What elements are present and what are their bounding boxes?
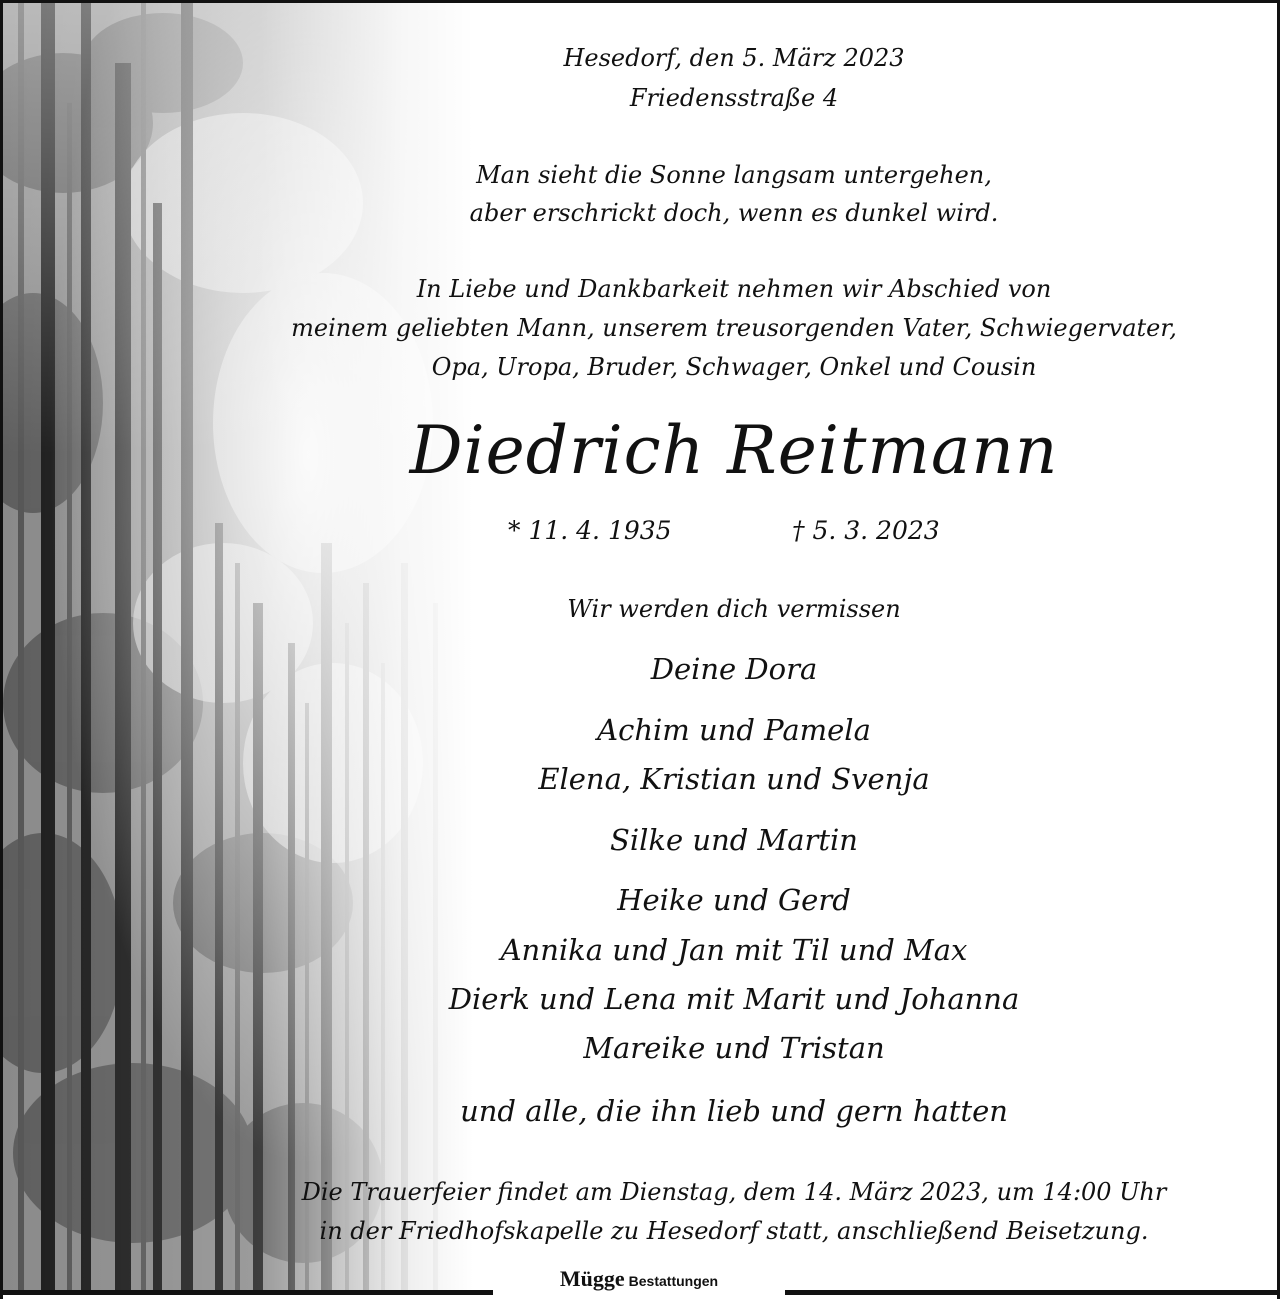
intro-line-1: In Liebe und Dankbarkeit nehmen wir Abschied von <box>416 275 1052 303</box>
mourner-line: Mareike und Tristan <box>583 1031 885 1065</box>
street-address: Friedensstraße 4 <box>629 84 839 112</box>
deceased-name: Diedrich Reitmann <box>409 412 1059 489</box>
bottom-rule-left <box>3 1290 493 1295</box>
mourner-line: Heike und Gerd <box>617 883 851 917</box>
verse-line-2: aber erschrickt doch, wenn es dunkel wird. <box>469 199 999 227</box>
mourner-line: Deine Dora <box>650 652 818 686</box>
mourner-line: Achim und Pamela <box>597 713 871 747</box>
bottom-rule-right <box>785 1290 1277 1295</box>
death-date: † 5. 3. 2023 <box>792 516 940 545</box>
funeral-home-name: Mügge <box>559 1266 625 1291</box>
intro-line-3: Opa, Uropa, Bruder, Schwager, Onkel und Cousin <box>431 353 1037 381</box>
funeral-home-suffix: Bestattungen <box>628 1273 719 1289</box>
mourner-line: Annika und Jan mit Til und Max <box>500 933 968 967</box>
mourner-line: Elena, Kristian und Svenja <box>538 762 930 796</box>
mourner-line: Dierk und Lena mit Marit und Johanna <box>448 982 1020 1016</box>
birth-date: * 11. 4. 1935 <box>508 516 672 545</box>
miss-line: Wir werden dich vermissen <box>567 595 901 623</box>
place-date: Hesedorf, den 5. März 2023 <box>563 44 905 72</box>
ceremony-line-1: Die Trauerfeier findet am Dienstag, dem 14. März 2023, um 14:00 Uhr <box>301 1178 1167 1206</box>
intro-line-2: meinem geliebten Mann, unserem treusorgenden Vater, Schwiegervater, <box>291 314 1177 342</box>
mourner-line: Silke und Martin <box>610 823 858 857</box>
funeral-home-logo <box>493 1266 785 1292</box>
closing-line: und alle, die ihn lieb und gern hatten <box>460 1094 1008 1128</box>
ceremony-line-2: in der Friedhofskapelle zu Hesedorf statt, anschließend Beisetzung. <box>319 1217 1149 1245</box>
verse-line-1: Man sieht die Sonne langsam untergehen, <box>476 161 992 189</box>
